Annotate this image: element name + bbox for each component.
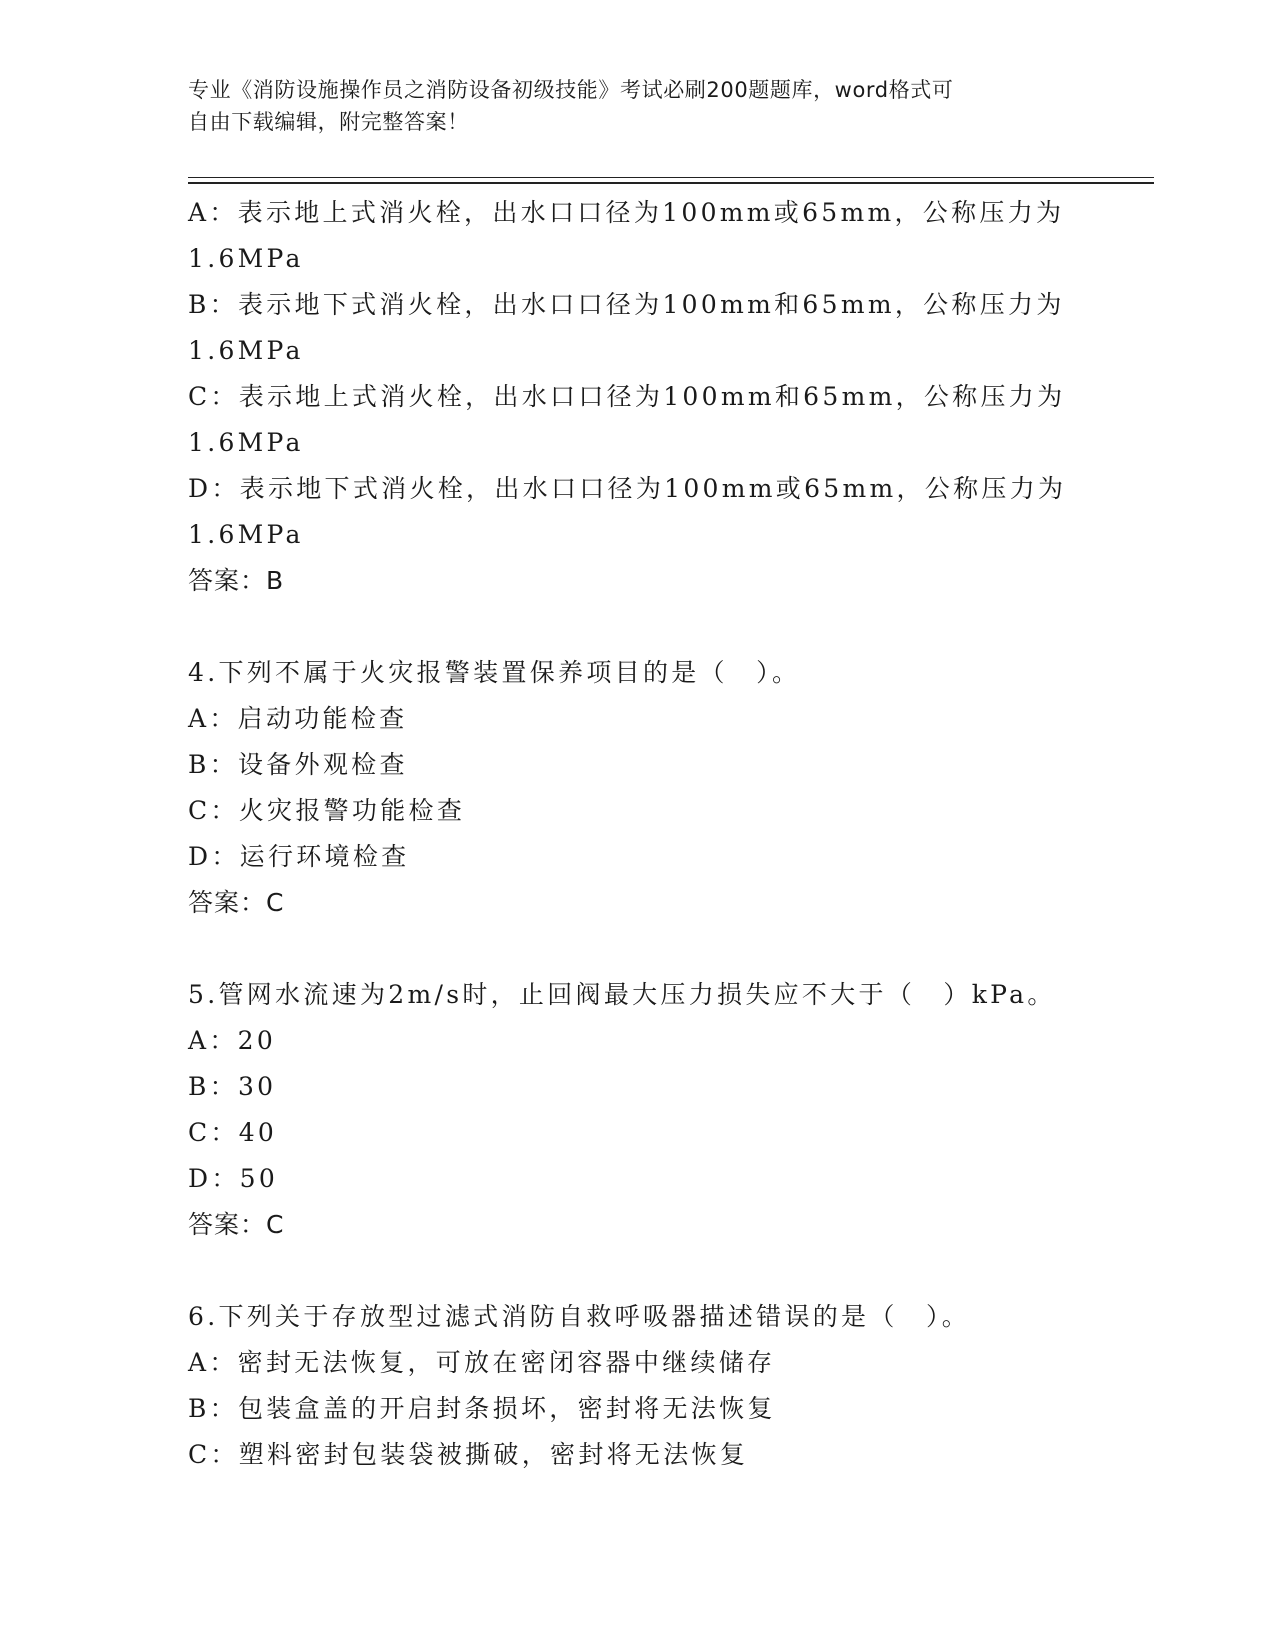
q4-option-a: A：启动功能检查 xyxy=(188,704,408,733)
spacer xyxy=(188,1248,1148,1294)
q5-answer: 答案：C xyxy=(188,1210,285,1239)
question-6 xyxy=(188,1294,1148,1478)
q3-option-c-line-1: C：表示地上式消火栓，出水口口径为100mm和65mm，公称压力为 xyxy=(188,382,1066,411)
question-content xyxy=(188,190,1148,1478)
question-3-options xyxy=(188,190,1148,604)
question-5 xyxy=(188,972,1148,1248)
q5-option-d: D：50 xyxy=(188,1164,279,1193)
q6-question-text: 6.下列关于存放型过滤式消防自救呼吸器描述错误的是（ ）。 xyxy=(188,1302,971,1331)
q3-option-b-line-2: 1.6MPa xyxy=(188,336,304,365)
q4-question-text: 4.下列不属于火灾报警装置保养项目的是（ ）。 xyxy=(188,658,801,687)
q4-answer: 答案：C xyxy=(188,888,285,917)
q5-option-a: A：20 xyxy=(188,1026,277,1055)
q5-option-c: C：40 xyxy=(188,1118,278,1147)
q6-option-c: C：塑料密封包装袋被撕破，密封将无法恢复 xyxy=(188,1440,749,1469)
q5-question-text: 5.管网水流速为2m/s时，止回阀最大压力损失应不大于（ ）kPa。 xyxy=(188,980,1056,1009)
q6-option-b: B：包装盒盖的开启封条损坏，密封将无法恢复 xyxy=(188,1394,776,1423)
header-title-line-2: 自由下载编辑，附完整答案！ xyxy=(188,110,469,134)
q3-option-b-line-1: B：表示地下式消火栓，出水口口径为100mm和65mm，公称压力为 xyxy=(188,290,1065,319)
header-title-line-1: 专业《消防设施操作员之消防设备初级技能》考试必刷200题题库，word格式可 xyxy=(188,78,954,102)
q6-option-a: A：密封无法恢复，可放在密闭容器中继续储存 xyxy=(188,1348,776,1377)
document-header xyxy=(188,74,1068,138)
q3-option-a-line-1: A：表示地上式消火栓，出水口口径为100mm或65mm，公称压力为 xyxy=(188,198,1065,227)
q3-answer: 答案：B xyxy=(188,566,285,595)
q4-option-c: C：火灾报警功能检查 xyxy=(188,796,466,825)
q3-option-d-line-2: 1.6MPa xyxy=(188,520,304,549)
q4-option-d: D：运行环境检查 xyxy=(188,842,410,871)
spacer xyxy=(188,604,1148,650)
q3-option-d-line-1: D：表示地下式消火栓，出水口口径为100mm或65mm，公称压力为 xyxy=(188,474,1067,503)
question-4 xyxy=(188,650,1148,926)
q3-option-c-line-2: 1.6MPa xyxy=(188,428,304,457)
header-divider-top xyxy=(188,177,1154,178)
q4-option-b: B：设备外观检查 xyxy=(188,750,408,779)
q3-option-a-line-2: 1.6MPa xyxy=(188,244,304,273)
q5-option-b: B：30 xyxy=(188,1072,277,1101)
spacer xyxy=(188,926,1148,972)
header-divider-bottom xyxy=(188,182,1154,184)
